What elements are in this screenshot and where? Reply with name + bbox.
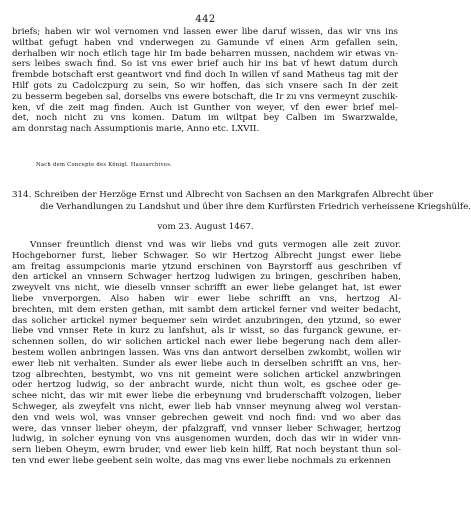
document-number: 314. bbox=[12, 190, 32, 200]
text-line: liebe vnd vnnser Rete in kurz zu lanfshut, als ir wisst, so das furganck gewune, er- bbox=[12, 326, 401, 337]
text-line: sern lieben Oheym, ewrn bruder, vnd ewer lieb kein hilff, Rat noch beystant thun sol- bbox=[12, 445, 401, 456]
text-line: ken, vf die zeit mag finden. Auch ist Gunther von weyer, vf den ewer brief mel- bbox=[12, 102, 398, 113]
text-line: Vnnser freuntlich dienst vnd was wir liebs vnd guts vermogen alle zeit zuvor. bbox=[30, 240, 401, 250]
text-line: den artickel an vnnsern Schwager hertzog ludwigen zu bringen, geschriben haben, bbox=[12, 272, 401, 283]
document-date: vom 23. August 1467. bbox=[157, 222, 254, 232]
text-line: Hilf gots zu Cadolczpurg zu sein, So wir hoffen, das sich vnsere sach In der zeit bbox=[12, 80, 398, 91]
text-line: liebe vnverporgen. Also haben wir ewer liebe schrifft an vns, hertzog Al- bbox=[12, 293, 401, 304]
text-line: sers leibes swach find. So ist vns ewer brief auch hir ins bat vf hewt datum durch bbox=[12, 59, 398, 70]
text-line: ewer lieb nit verhalten. Sunder als ewer liebe auch in derselben schrifft an vns, her- bbox=[12, 358, 401, 369]
text-line: ludwig, in solcher eynung von vns ausgenomen wurden, doch das wir in wider vnn- bbox=[12, 434, 401, 445]
text-line: were, das vnnser lieber oheym, der pfalzgraff, vnd vnnser lieber Schwager, hertzog bbox=[12, 423, 401, 434]
heading-line: Schreiben der Herzöge Ernst und Albrecht von Sachsen an den Markgrafen Albrecht über bbox=[34, 190, 434, 200]
document-heading bbox=[12, 189, 471, 213]
text-line: am donrstag nach Assumptionis marie, Anno etc. LXVII. bbox=[12, 124, 260, 135]
text-line: bestem wollen anbringen lassen. Was vns dan antwort derselben zwkombt, wollen wir bbox=[12, 347, 401, 358]
text-line: frembde botschaft erst geantwort vnd find doch In willen vf sand Matheus tag mit der bbox=[12, 70, 398, 81]
text-line: briefs; haben wir wol vernomen vnd lassen ewer libe daruf wissen, das wir vns ins bbox=[12, 27, 398, 37]
heading-line: die Verhandlungen zu Landshut und über ihre dem Kurfürsten Friedrich verheissene Kriegshülfe. bbox=[40, 202, 471, 212]
text-line: zweyvelt vns nicht, wie dieselb vnnser schrifft an ewer liebe gelanget hat, ist ewer bbox=[12, 283, 401, 294]
text-line: det, noch nicht zu vns komen. Datum im wiltpat bey Calben im Swarzwalde, bbox=[12, 113, 398, 124]
text-line: den vnd weis wol, was vnnser gebrechen geweit vnd noch find: vnd wo aber das bbox=[12, 412, 401, 423]
text-line: schennen sollen, do wir solichen artickel nach ewer liebe begerung nach dem aller- bbox=[12, 337, 401, 348]
source-note: Nach dem Concepte des Königl. Hausarchives. bbox=[36, 162, 173, 168]
text-line: Schweger, als zweyfelt vns nicht, ewer lieb hab vnnser meynung alweg wol verstan- bbox=[12, 401, 401, 412]
text-line: derhalben wir noch etlich tage hir Im bade beharren mussen, nachdem wir etwas vn- bbox=[12, 48, 398, 59]
text-line: zu besserm begeben sal, dorselbs vns ewere botschaft, die Ir zu vns vermeynt zuschik- bbox=[12, 91, 398, 102]
text-line: am freitag assumpcionis marie ytzund erschinen von Bayrstorff aus geschriben vf bbox=[12, 261, 401, 272]
text-line: schee nicht, das wir mit ewer liebe die erbeynung vnd bruderschafft volzogen, lieber bbox=[12, 391, 401, 402]
text-line: wiltbat gefugt haben vnd vnderwegen zu Gamunde vf einen Arm gefallen sein, bbox=[12, 37, 398, 48]
text-line: tzog albrechten, bestymbt, wo vns nit gemeint were solichen artickel anzwbringen bbox=[12, 369, 401, 380]
text-line: das solicher artickel nymer bequemer sein wirdet anzubringen, den ytzund, so ewer bbox=[12, 315, 401, 326]
text-line: brechten, mit dem ersten gethan, mit sambt dem artickel ferner vnd weiter bedacht, bbox=[12, 304, 401, 315]
page-number: 442 bbox=[195, 14, 216, 25]
text-line: oder hertzog ludwig, so der anbracht wurde, nicht thun wolt, es gschee oder ge- bbox=[12, 380, 401, 391]
text-line: ten vnd ewer liebe geebent sein wolte, das mag vns ewer liebe nochmals zu erkennen bbox=[12, 455, 391, 466]
letter-body bbox=[12, 240, 401, 467]
text-line: Hochgeborner furst, lieber Schwager. So wir Hertzog Albrecht jungst ewer liebe bbox=[12, 250, 401, 261]
letter-text-continued bbox=[12, 27, 398, 135]
